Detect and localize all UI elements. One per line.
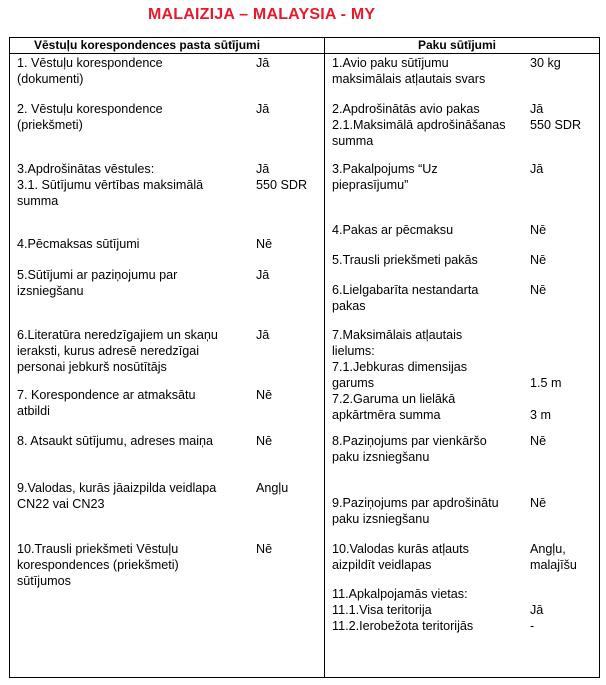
right-row-value: 1.5 m 3 m [530, 376, 562, 422]
left-row-value: Nē [256, 542, 273, 556]
left-row-label: 3.Apdrošinātas vēstules: 3.1. Sūtījumu vērtības maksimālā summa [17, 162, 204, 208]
right-row-value: Nē [530, 434, 547, 448]
right-row-label: 2.Apdrošinātās avio pakas 2.1.Maksimālā apdrošināšanas summa [332, 102, 506, 148]
page-title: MALAIZIJA – MALAYSIA - MY [148, 6, 376, 23]
left-row-value: Angļu [256, 481, 289, 495]
left-row-label: 2. Vēstuļu korespondence (priekšmeti) [17, 102, 163, 132]
right-row-label: 11.Apkalpojamās vietas: 11.1.Visa teritorija 11.2.Ierobežota teritorijās [332, 587, 474, 633]
left-row-label: 7. Korespondence ar atmaksātu atbildi [17, 388, 196, 418]
right-row-label: 7.Maksimālais atļautais lielums: 7.1.Jebkuras dimensijas garums 7.2.Garuma un lielākā apkārtmēra summa [332, 328, 468, 422]
left-row-value: Nē [256, 388, 273, 402]
left-row-value: Jā 550 SDR [256, 162, 308, 192]
right-row-label: 8.Paziņojums par vienkāršo paku izsniegšanu [332, 434, 487, 464]
right-row-label: 10.Valodas kurās atļauts aizpildīt veidlapas [332, 542, 469, 572]
right-row-value: Nē [530, 283, 547, 297]
right-row-label: 3.Pakalpojums “Uz pieprasījumu” [332, 162, 438, 192]
left-row-label: 10.Trausli priekšmeti Vēstuļu korespondences (priekšmeti) sūtījumos [17, 542, 179, 588]
right-row-label: 1.Avio paku sūtījumu maksimālais atļautais svars [332, 56, 486, 86]
left-column-header: Vēstuļu korespondences pasta sūtījumi [34, 38, 261, 52]
left-row-value: Jā [256, 102, 270, 116]
left-row-value: Jā [256, 56, 270, 70]
left-row-value: Nē [256, 237, 273, 251]
right-column-header: Paku sūtījumi [418, 38, 497, 52]
left-row-label: 4.Pēcmaksas sūtījumi [17, 237, 140, 251]
left-row-value: Nē [256, 434, 273, 448]
right-row-value: Jā - [530, 603, 544, 633]
left-row-label: 8. Atsaukt sūtījumu, adreses maiņa [17, 434, 214, 448]
left-row-label: 6.Literatūra neredzīgajiem un skaņu ieraksti, kurus adresē neredzīgai personai jebkurš nosūtītājs [17, 328, 218, 374]
right-row-value: 30 kg [530, 56, 561, 70]
left-row-label: 1. Vēstuļu korespondence (dokumenti) [17, 56, 163, 86]
right-row-label: 6.Lielgabarīta nestandarta pakas [332, 283, 479, 313]
right-row-value: Nē [530, 496, 547, 510]
header-divider [9, 53, 600, 54]
right-row-value: Nē [530, 253, 547, 267]
right-row-label: 4.Pakas ar pēcmaksu [332, 223, 454, 237]
left-row-value: Jā [256, 268, 270, 282]
right-row-value: Angļu, malajīšu [530, 542, 577, 572]
column-divider [324, 37, 325, 678]
right-row-value: Nē [530, 223, 547, 237]
right-row-label: 5.Trausli priekšmeti pakās [332, 253, 478, 267]
right-row-value: Jā 550 SDR [530, 102, 582, 132]
right-row-value: Jā [530, 162, 544, 176]
left-row-label: 5.Sūtījumi ar paziņojumu par izsniegšanu [17, 268, 178, 298]
right-row-label: 9.Paziņojums par apdrošinātu paku izsniegšanu [332, 496, 499, 526]
left-row-label: 9.Valodas, kurās jāaizpilda veidlapa CN22 vai CN23 [17, 481, 217, 511]
left-row-value: Jā [256, 328, 270, 342]
